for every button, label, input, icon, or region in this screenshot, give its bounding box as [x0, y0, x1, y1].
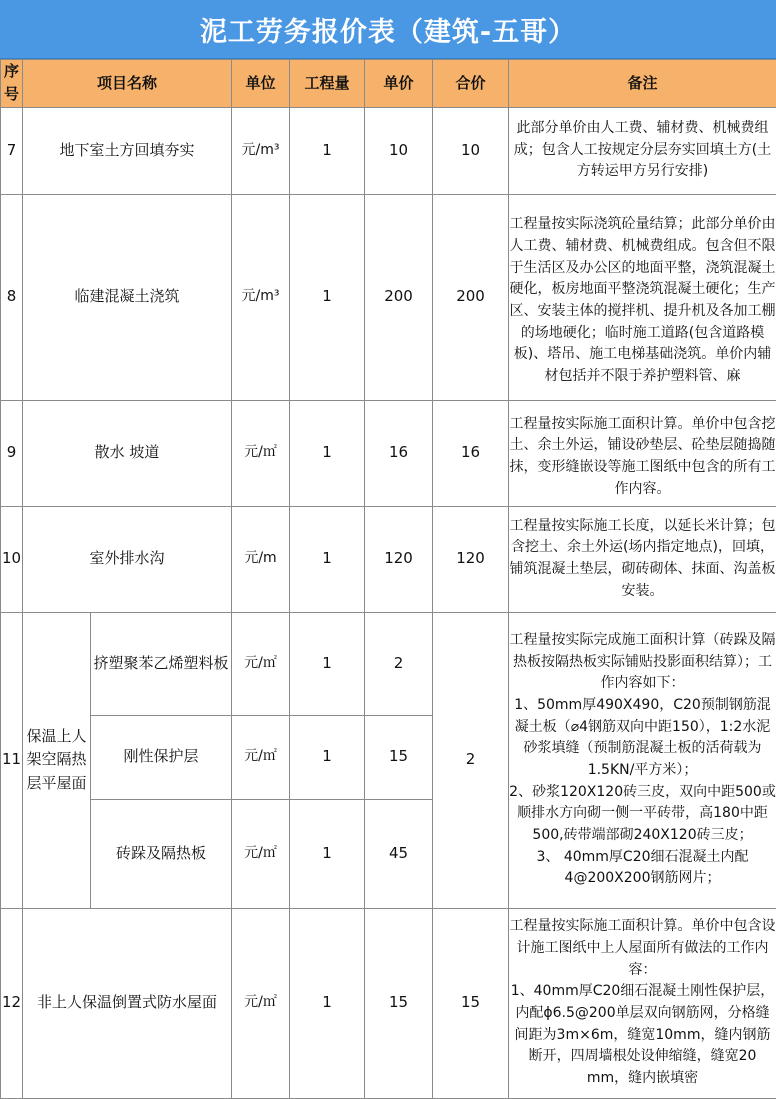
row-unit: 元/㎡: [232, 715, 290, 799]
row-total: 16: [433, 400, 509, 506]
table-row: [1, 194, 776, 400]
row-unit: 元/m³: [232, 194, 290, 400]
row-name: 地下室土方回填夯实: [23, 107, 232, 194]
row-seq: 11: [1, 612, 23, 908]
row-price: 120: [365, 506, 433, 612]
row-price: 10: [365, 107, 433, 194]
row-sub-name: 砖跺及隔热板: [91, 799, 232, 908]
row-unit: 元/㎡: [232, 908, 290, 1098]
row-seq: 9: [1, 400, 23, 506]
row-name: 散水 坡道: [23, 400, 232, 506]
row-sub-name: 挤塑聚苯乙烯塑料板: [91, 612, 232, 715]
row-qty: 1: [290, 400, 365, 506]
row-price: 2: [365, 612, 433, 715]
row-unit: 元/㎡: [232, 799, 290, 908]
row-unit: 元/m: [232, 506, 290, 612]
row-total: 10: [433, 107, 509, 194]
row-total: 120: [433, 506, 509, 612]
row-note: 此部分单价由人工费、辅材费、机械费组成；包含人工按规定分层夯实回填土方(土方转运甲方另行安排): [509, 107, 776, 194]
row-price: 15: [365, 715, 433, 799]
row-name: 临建混凝土浇筑: [23, 194, 232, 400]
row-price: 16: [365, 400, 433, 506]
table-row: [1, 107, 776, 194]
row-name: 室外排水沟: [23, 506, 232, 612]
row-qty: 1: [290, 799, 365, 908]
row-note: 工程量按实际完成施工面积计算（砖跺及隔热板按隔热板实际铺贴投影面积结算）；工作内容如下： 1、50mm厚490X490，C20预制钢筋混凝土板（⌀4钢筋双向中距150），1:2水泥砂浆填缝（预制筋混凝土板的活荷载为1.5KN/平方米）； 2、砂浆120X120砖三皮，双向中距500或顺排水方向砌一侧一平砖带，高180中距500,砖带端部砌240X120砖三皮； 3、 40mm厚C20细石混凝土内配4@200X200钢筋网片；: [509, 612, 776, 908]
row-total: 200: [433, 194, 509, 400]
header-price: 单价: [365, 60, 433, 108]
row-note: 工程量按实际施工长度，以延长米计算；包含挖土、余土外运(场内指定地点)，回填，铺筑混凝土垫层，砌砖砌体、抹面、沟盖板安装。: [509, 506, 776, 612]
row-seq: 10: [1, 506, 23, 612]
row-qty: 1: [290, 612, 365, 715]
row-qty: 1: [290, 107, 365, 194]
table-row: [1, 400, 776, 506]
row-qty: 1: [290, 506, 365, 612]
row-sub-name: 刚性保护层: [91, 715, 232, 799]
header-row: [1, 60, 776, 108]
table-row: [1, 612, 776, 715]
row-seq: 7: [1, 107, 23, 194]
row-unit: 元/㎡: [232, 400, 290, 506]
row-total: 2: [433, 612, 509, 908]
row-price: 45: [365, 799, 433, 908]
row-seq: 12: [1, 908, 23, 1098]
quote-table: [0, 59, 776, 1099]
row-qty: 1: [290, 908, 365, 1098]
header-note: 备注: [509, 60, 776, 108]
header-seq: 序号: [1, 60, 23, 108]
row-note: 工程量按实际施工面积计算。单价中包含设计施工图纸中上人屋面所有做法的工作内容： 1、40mm厚C20细石混凝土刚性保护层，内配ϕ6.5@200单层双向钢筋网，分格缝间距为3m×6m，缝宽10mm，缝内钢筋断开，四周墙根处设伸缩缝，缝宽20 mm，缝内嵌填密: [509, 908, 776, 1098]
table-row: [1, 506, 776, 612]
row-unit: 元/m³: [232, 107, 290, 194]
row-note: 工程量按实际施工面积计算。单价中包含挖土、余土外运，铺设砂垫层、砼垫层随捣随抹，变形缝嵌设等施工图纸中包含的所有工作内容。: [509, 400, 776, 506]
row-group-name: 保温上人架空隔热层平屋面: [23, 612, 91, 908]
row-price: 15: [365, 908, 433, 1098]
row-name: 非上人保温倒置式防水屋面: [23, 908, 232, 1098]
row-price: 200: [365, 194, 433, 400]
header-qty: 工程量: [290, 60, 365, 108]
header-name: 项目名称: [23, 60, 232, 108]
sheet-title: 泥工劳务报价表（建筑-五哥）: [0, 0, 776, 59]
row-seq: 8: [1, 194, 23, 400]
row-qty: 1: [290, 715, 365, 799]
row-qty: 1: [290, 194, 365, 400]
row-unit: 元/㎡: [232, 612, 290, 715]
header-unit: 单位: [232, 60, 290, 108]
row-note: 工程量按实际浇筑砼量结算；此部分单价由人工费、辅材费、机械费组成。包含但不限于生活区及办公区的地面平整，浇筑混凝土硬化，板房地面平整浇筑混凝土硬化；生产区、安装主体的搅拌机、提升机及各加工棚的场地硬化；临时施工道路(包含道路模板)、塔吊、施工电梯基础浇筑。单价内辅材包括并不限于养护塑料管、麻: [509, 194, 776, 400]
row-total: 15: [433, 908, 509, 1098]
table-row: [1, 908, 776, 1098]
header-total: 合价: [433, 60, 509, 108]
